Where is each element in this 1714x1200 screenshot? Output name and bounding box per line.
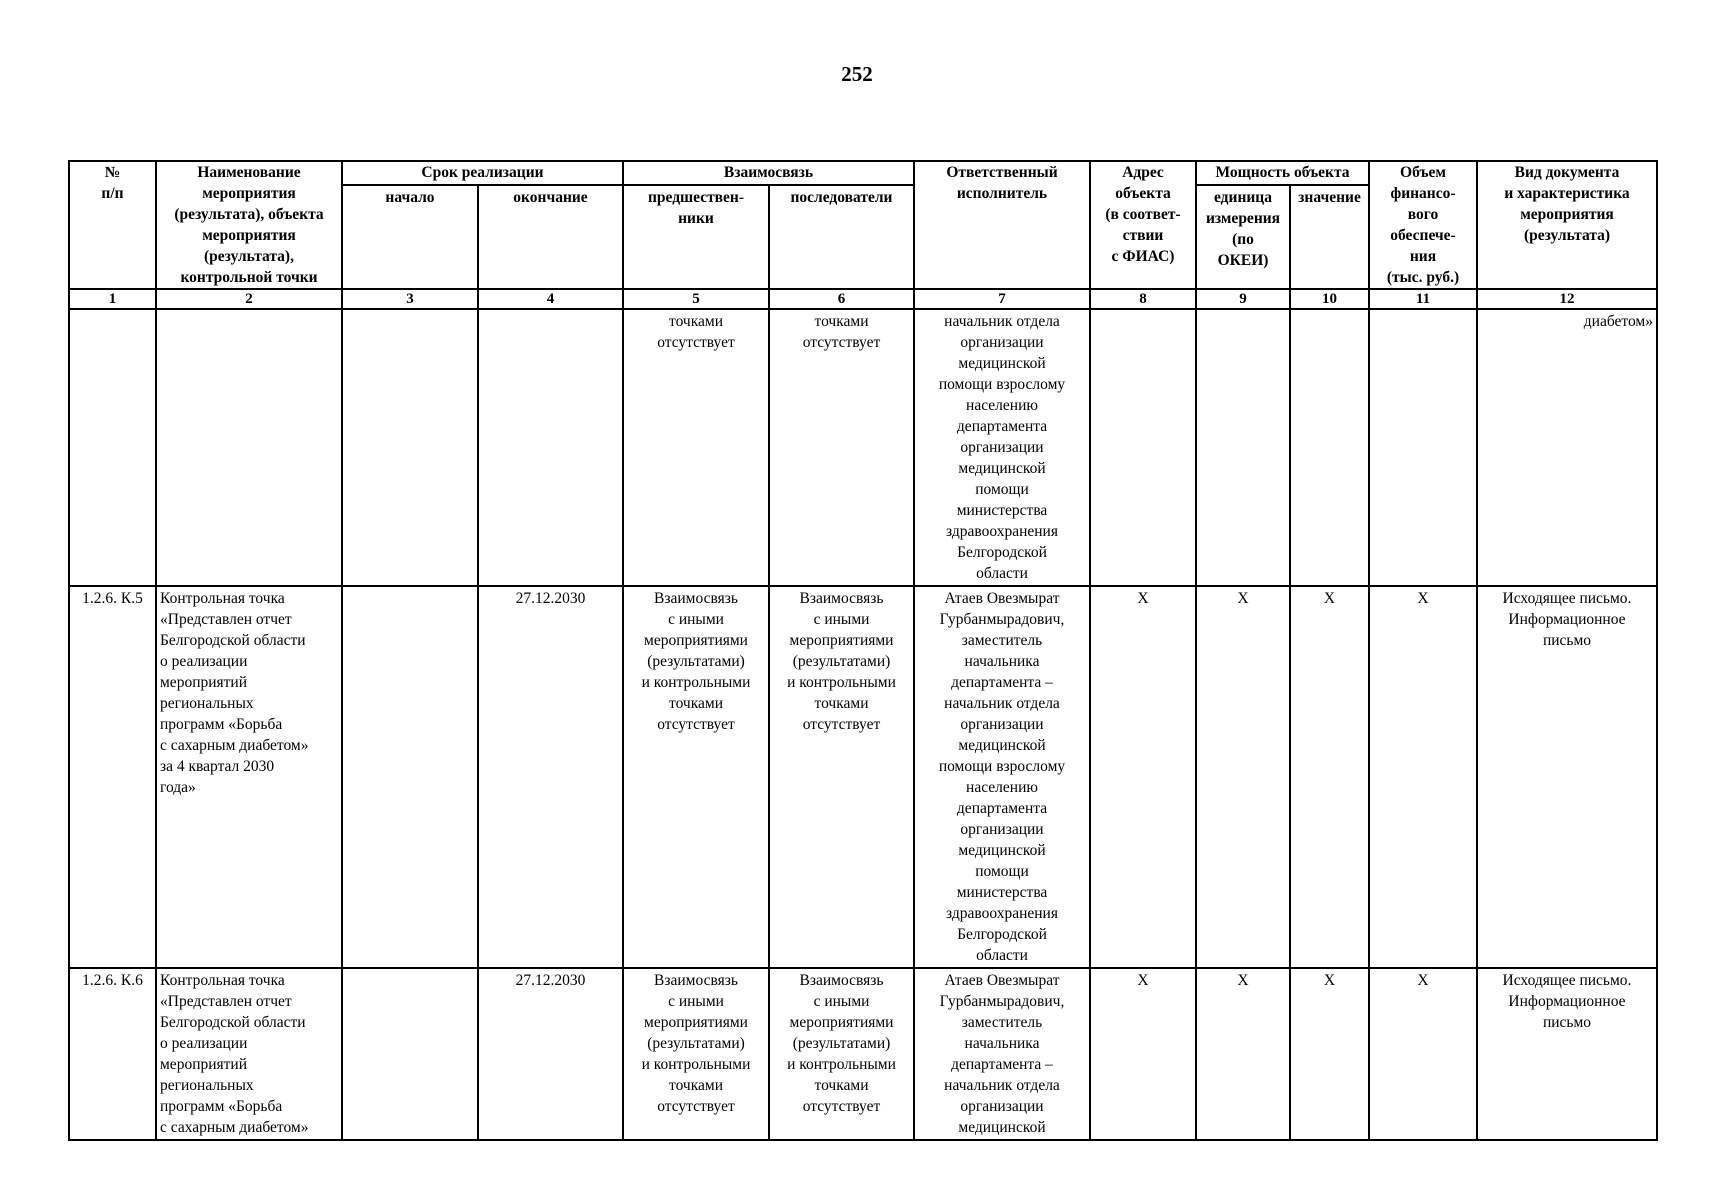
cell-num: 1.2.6. К.5 <box>69 586 156 968</box>
column-number: 8 <box>1090 289 1196 309</box>
header-capacity: Мощность объекта <box>1196 161 1369 185</box>
column-number: 1 <box>69 289 156 309</box>
column-number: 2 <box>156 289 342 309</box>
cell-financing <box>1369 309 1477 586</box>
cell-predecessors: точками отсутствует <box>623 309 769 586</box>
cell-predecessors: Взаимосвязь с иными мероприятиями (результатами) и контрольными точками отсутствует <box>623 586 769 968</box>
cell-unit <box>1196 309 1290 586</box>
header-financing: Объем финансо- вого обеспече- ния (тыс. руб.) <box>1369 161 1477 289</box>
plan-table <box>68 160 1658 1141</box>
header-period: Срок реализации <box>342 161 623 185</box>
header-name: Наименование мероприятия (результата), объекта мероприятия (результата), контрольной точки <box>156 161 342 289</box>
cell-num <box>69 309 156 586</box>
cell-start <box>342 586 478 968</box>
cell-document: диабетом» <box>1477 309 1657 586</box>
column-numbers-row <box>69 289 1657 309</box>
cell-responsible: Атаев Овезмырат Гурбанмырадович, заместитель начальника департамента – начальник отдела организации медицинской <box>914 968 1090 1140</box>
header-unit: единица измерения (по ОКЕИ) <box>1196 185 1290 289</box>
column-number: 11 <box>1369 289 1477 309</box>
table-row <box>69 968 1657 1140</box>
header-end: окончание <box>478 185 623 289</box>
cell-address: Х <box>1090 586 1196 968</box>
header-start: начало <box>342 185 478 289</box>
cell-end <box>478 309 623 586</box>
column-number: 3 <box>342 289 478 309</box>
cell-responsible: Атаев Овезмырат Гурбанмырадович, заместитель начальника департамента – начальник отдела организации медицинской помощи взрослому населению департамента организации медицинской помощи министерства здравоохранения Белгородской области <box>914 586 1090 968</box>
cell-successors: точками отсутствует <box>769 309 914 586</box>
header-predecessors: предшествен- ники <box>623 185 769 289</box>
cell-end: 27.12.2030 <box>478 586 623 968</box>
cell-name: Контрольная точка «Представлен отчет Белгородской области о реализации мероприятий региональных программ «Борьба с сахарным диабетом» <box>156 968 342 1140</box>
page-number: 252 <box>841 62 873 86</box>
header-link: Взаимосвязь <box>623 161 914 185</box>
cell-financing: Х <box>1369 586 1477 968</box>
cell-unit: Х <box>1196 968 1290 1140</box>
cell-value <box>1290 309 1369 586</box>
cell-address: Х <box>1090 968 1196 1140</box>
column-number: 4 <box>478 289 623 309</box>
column-number: 10 <box>1290 289 1369 309</box>
header-responsible: Ответственный исполнитель <box>914 161 1090 289</box>
cell-name: Контрольная точка «Представлен отчет Белгородской области о реализации мероприятий региональных программ «Борьба с сахарным диабетом» за 4 квартал 2030 года» <box>156 586 342 968</box>
table-row <box>69 586 1657 968</box>
cell-successors: Взаимосвязь с иными мероприятиями (результатами) и контрольными точками отсутствует <box>769 968 914 1140</box>
cell-financing: Х <box>1369 968 1477 1140</box>
cell-responsible: начальник отдела организации медицинской помощи взрослому населению департамента организации медицинской помощи министерства здравоохранения Белгородской области <box>914 309 1090 586</box>
header-successors: последователи <box>769 185 914 289</box>
cell-document: Исходящее письмо. Информационное письмо <box>1477 586 1657 968</box>
cell-name <box>156 309 342 586</box>
header-address: Адрес объекта (в соответ- ствии с ФИАС) <box>1090 161 1196 289</box>
cell-address <box>1090 309 1196 586</box>
column-number: 9 <box>1196 289 1290 309</box>
cell-num: 1.2.6. К.6 <box>69 968 156 1140</box>
column-number: 12 <box>1477 289 1657 309</box>
cell-value: Х <box>1290 968 1369 1140</box>
cell-unit: Х <box>1196 586 1290 968</box>
cell-start <box>342 968 478 1140</box>
cell-successors: Взаимосвязь с иными мероприятиями (результатами) и контрольными точками отсутствует <box>769 586 914 968</box>
table-row <box>69 309 1657 586</box>
header-value: значение <box>1290 185 1369 289</box>
table-header <box>69 161 1657 309</box>
header-document: Вид документа и характеристика мероприятия (результата) <box>1477 161 1657 289</box>
column-number: 7 <box>914 289 1090 309</box>
cell-start <box>342 309 478 586</box>
cell-predecessors: Взаимосвязь с иными мероприятиями (результатами) и контрольными точками отсутствует <box>623 968 769 1140</box>
column-number: 6 <box>769 289 914 309</box>
column-number: 5 <box>623 289 769 309</box>
cell-end: 27.12.2030 <box>478 968 623 1140</box>
header-num: № п/п <box>69 161 156 289</box>
cell-value: Х <box>1290 586 1369 968</box>
cell-document: Исходящее письмо. Информационное письмо <box>1477 968 1657 1140</box>
